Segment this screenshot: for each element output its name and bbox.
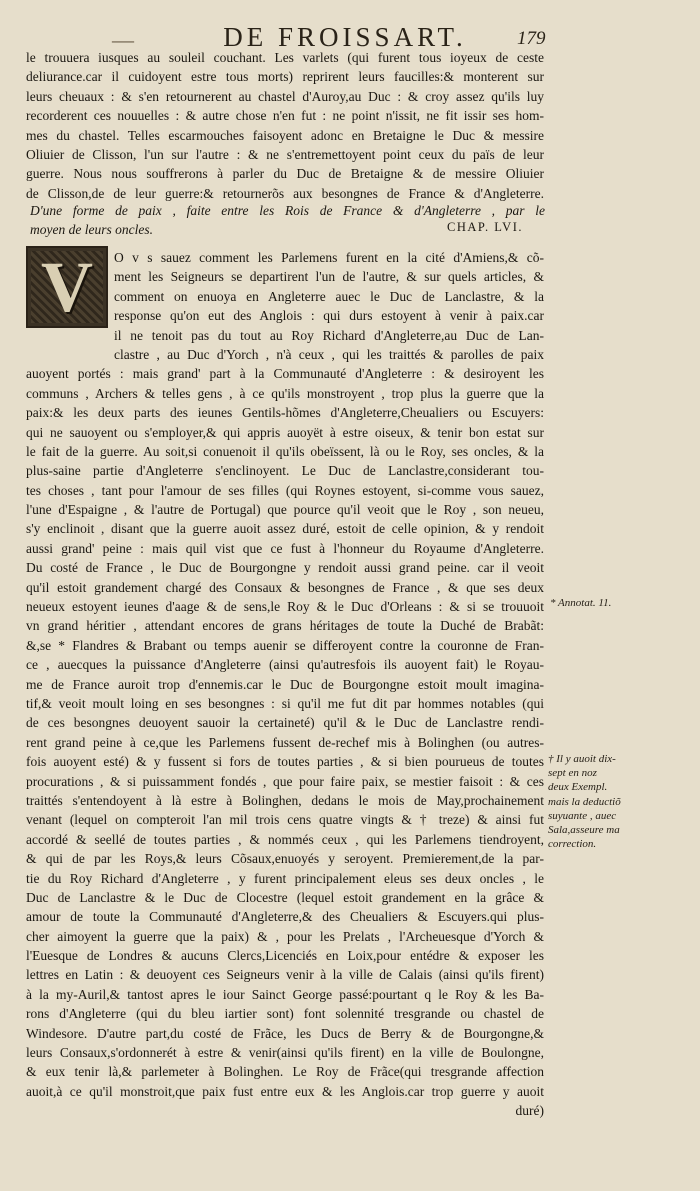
text-line: me de France auroit trop d'ennemis.car le Duc de Bourgongne estoit moult imagina-	[26, 676, 544, 692]
chapter-title-line-2: moyen de leurs oncles.	[30, 222, 153, 237]
text-line: tie du Roy Richard d'Angleterre , y furent principalement eleus ses deux oncles , le	[26, 870, 544, 886]
chapter-heading	[30, 201, 545, 239]
margin-note-line: deux Exempl.	[548, 781, 608, 794]
text-line: aussi grand' peine : mais quil vist que ce fust à l'honneur du Royaume d'Angleterre.	[26, 540, 544, 556]
text-line: le fait de la guerre. Au soit,si conuenoit il qu'ils obeïssent, là ou le Roy, ses oncles, & la	[26, 443, 544, 459]
text-line: leurs Consaux,s'ordonnerét à estre & venir(ainsi qu'ils firent) en la ville de Boulongne,	[26, 1045, 544, 1061]
text-line: & eux tenir là,& parlemeter à Bolinghen. Le Roy de Frãce(qui tresgrande affection	[26, 1064, 544, 1080]
text-line: l'Euesque de Londres & aucuns Clercs,Licenciés en Loix,pour entédre & exposer les	[26, 948, 544, 964]
text-line: response qu'on eut des Anglois : qui durs estoyent à venir à paix.car	[114, 308, 544, 324]
text-line: ment les Seigneurs se departirent l'un de l'autre, & sur quels articles, &	[114, 269, 544, 285]
text-line: rons d'Angleterre (qui du bleu iartier sont) font solennité tresgrande ou chastel de	[26, 1006, 544, 1022]
text-line: vn grand héritier , attendant encores de grans héritages de toute la Duché de Brabãt:	[26, 618, 544, 634]
running-head: DE FROISSART.	[223, 22, 467, 52]
chapter-number: CHAP. LVI.	[446, 220, 523, 234]
text-line: rent grand peine à ce,que les Parlemens fussent de-rechef mis à Bolinghen (ou autres-	[26, 734, 544, 750]
text-line: procurations , & si puissamment fondés , que pour faire paix, se mestier faisoit : & ces	[26, 773, 544, 789]
text-line: il ne tenoit pas du tout au Roy Richard d'Angleterre,au Duc de Lan-	[114, 327, 544, 343]
page-number: 179	[517, 28, 546, 49]
text-line: deliurance.car il cuidoyent estre tous morts) reprirent leurs faucilles:& monterent sur	[26, 69, 544, 85]
text-line: comment on enuoya en Angleterre auec le Duc de Lanclastre, & la	[114, 288, 544, 304]
text-line: amour de toute la Communauté d'Angleterre,& des Cheualiers & Escuyers.qui plus-	[26, 909, 544, 925]
text-line: Du costé de France , le Duc de Bourgongne y rendoit aussi grand peine. car il veoit	[26, 560, 544, 576]
margin-note-line: suyuante , auec	[548, 809, 617, 822]
text-line: l'une d'Espaigne , & l'autre de Portugal) que pource qu'il veoit que le Roy , son neueu,	[26, 502, 544, 518]
margin-note-line: † Il y auoit dix-	[548, 753, 616, 765]
text-line: Windesore. D'autre part,du costé de Frãce, les Ducs de Berry & de Bourgongne,&	[26, 1025, 544, 1041]
margin-note-line: correction.	[548, 838, 597, 851]
text-line: Oliuier de Clisson, l'un sur l'autre : & ne s'entremettoyent point ceux du païs de leur	[26, 146, 544, 162]
margin-note-line: sept en noz	[548, 767, 597, 780]
text-line: tes choses , tant pour l'amour de ses filles (qui Roynes estoyent, si-comme vous sauez,	[26, 482, 544, 498]
margin-note-correction	[548, 752, 688, 851]
drop-cap-letter: V	[41, 246, 93, 327]
text-line: clastre , au Duc d'Yorch , n'à ceux , qui les traittés & parolles de paix	[114, 346, 544, 362]
text-line: à la my-Auril,& tantost apres le iour Sainct George passé:pourtant q le Roy & les Ba-	[26, 986, 544, 1002]
text-line: leurs cheuaux : & s'en retournerent au chastel d'Auroy,au Duc : & croy assez qu'ils luy	[26, 88, 544, 104]
text-line: duré)	[515, 1103, 544, 1119]
text-line: &,se * Flandres & Brabant ou temps auenir se differoyent contre la couronne de Fran-	[26, 637, 544, 653]
text-line: qu'il estoit grandement chargé des Consaux & besongnes de France , & que ses deux	[26, 579, 544, 595]
text-line: lettres en Latin : & deuoyent ces Seigneurs venir à la ville de Calais (ainsi qu'ils firent)	[26, 967, 544, 983]
text-line: mes du chastel. Telles escarmouches faisoyent adonc en Bretaigne le Duc & messire	[26, 127, 544, 143]
text-line: & qui de par les Roys,& leurs Cõsaux,enuoyés y seroyent. Premierement,de la par-	[26, 851, 544, 867]
text-line: tif,& veoit moult loing en ses besongnes : si qu'il me fut dit par hommes notables (qui	[26, 695, 544, 711]
text-line: guerre. Nous nous souffrerons à parler du Duc de Bretaigne & de messire Oliuier	[26, 166, 544, 182]
text-line: qui ne sauoyent ou s'employer,& qui appris auoyët à estre oiseux, & tenir bon estat sur	[26, 424, 544, 440]
text-line: recorderent ces nouuelles : & autre chose n'en fut : ne point n'issit, ne fit issir ses hom-	[26, 108, 544, 124]
text-line: O v s sauez comment les Parlemens furent en la cité d'Amiens,& cõ-	[114, 250, 544, 265]
text-line: venant (lequel on compteroit l'an mil trois cens quatre vingts & † treze) & ainsi fut	[26, 812, 544, 828]
text-line: Duc de Lanclastre & le Duc de Clocestre (lequel estoit grandement en la grâce &	[26, 889, 544, 905]
text-line: cher aimoyent la guerre que la paix) & , pour les Prelats , l'Archeuesque d'Yorch &	[26, 928, 544, 944]
text-line: paix:& les deux parts des ieunes Gentils-hõmes d'Angleterre,Cheualiers ou Escuyers:	[26, 405, 544, 421]
running-head-ornament: —	[112, 27, 134, 52]
text-line: accordé & seellé de toutes parties , & nommés ceux , qui les Parlemens tiendroyent,	[26, 831, 544, 847]
chapter-title-line-1: D'une forme de paix , faite entre les Rois de France & d'Angleterre , par le	[30, 203, 545, 218]
text-line: ce , auecques la puissance d'Angleterre (ainsi qu'autresfois ils auoyent fait) le Royau-	[26, 657, 544, 673]
opening-paragraph	[26, 48, 544, 203]
text-line: communs , Archers & telles gens , à ce qu'ils monstroyent , trop plus la guerre que la	[26, 385, 544, 401]
text-line: neueux estoyent ieunes d'aage & de sens,le Roy & le Duc d'Orleans : & si se trouuoit	[26, 599, 544, 615]
text-line: traittés s'entendoyent à là estre à Bolinghen, dedans le mois de May,prochainement	[26, 792, 544, 808]
margin-note-annotation: * Annotat. 11.	[550, 597, 612, 609]
text-line: auoit,à ce qu'il monstroit,que paix fust entre eux & les Anglois.car trop guerre y auoit	[26, 1083, 544, 1099]
text-line: plus-saine partie d'Angleterre s'enclinoyent. Le Duc de Lanclastre,considerant tou-	[26, 463, 544, 479]
text-line: de ces besongnes deuoyent sauoir la certaineté) qu'il & le Duc de Lanclastre rendi-	[26, 715, 544, 731]
text-line: s'y enclinoit , disant que la guerre auoit assez duré, estoit de celle opinion, & y rendoit	[26, 521, 544, 537]
text-line: auoyent portés : mais grand' part à la Communauté d'Angleterre : & desiroyent les	[26, 366, 544, 382]
margin-note-line: mais la deductiõ	[548, 795, 621, 808]
text-line: fois auoyent esté) & y fussent si fors de toutes parties , & si bien pourueus de toutes	[26, 754, 544, 770]
margin-note-line: Sala,asseure ma	[548, 824, 620, 837]
chapter-body	[26, 248, 544, 1121]
text-line: de Clisson,de de leur guerre:& retournerõs aux besongnes de France & d'Angleterre.	[26, 185, 544, 201]
text-line: le trouuera iusques au souleil couchant. Les varlets (qui furent tous ioyeux de ceste	[26, 50, 544, 65]
